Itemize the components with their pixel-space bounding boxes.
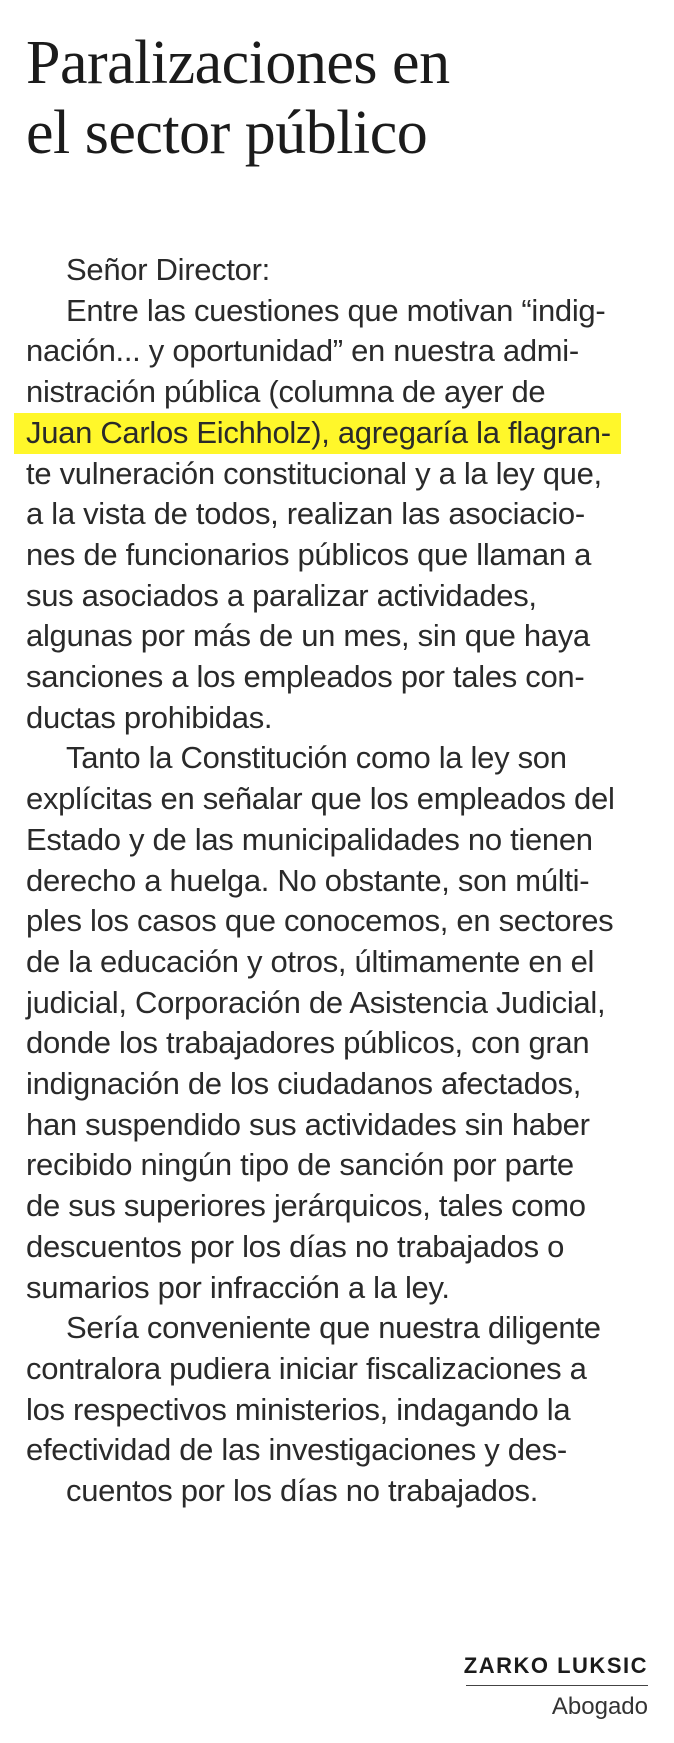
author-role: Abogado <box>551 1693 648 1720</box>
body-line: sanciones a los empleados por tales con- <box>26 659 585 695</box>
body-line: nes de funcionarios públicos que llaman a <box>26 536 592 572</box>
body-line: Estado y de las municipalidades no tienen <box>26 821 593 857</box>
body-line: donde los trabajadores públicos, con gran <box>26 1025 590 1061</box>
title-line: Paralizaciones en <box>26 29 450 97</box>
body-line: ples los casos que conocemos, en sectores <box>26 903 614 939</box>
body-line: han suspendido sus actividades sin haber <box>26 1106 590 1142</box>
signature-divider <box>466 1685 648 1686</box>
body-line: explícitas en señalar que los empleados del <box>26 781 615 817</box>
body-line: contralora pudiera iniciar fiscalizaciones a <box>26 1350 587 1386</box>
body-line: ductas prohibidas. <box>26 699 273 735</box>
body-line: a la vista de todos, realizan las asociacio- <box>26 496 585 532</box>
body-line: indignación de los ciudadanos afectados, <box>26 1066 582 1102</box>
title-line: el sector público <box>26 99 428 167</box>
signature-block <box>464 1653 648 1722</box>
body-line: sus asociados a paralizar actividades, <box>26 577 537 613</box>
body-line: judicial, Corporación de Asistencia Judicial, <box>26 984 606 1020</box>
body-line: recibido ningún tipo de sanción por parte <box>26 1147 574 1183</box>
body-line: sumarios por infracción a la ley. <box>26 1269 450 1305</box>
body-line: descuentos por los días no trabajados o <box>26 1228 565 1264</box>
body-line: de la educación y otros, últimamente en el <box>26 943 595 979</box>
body-line: algunas por más de un mes, sin que haya <box>26 618 590 654</box>
body-line: te vulneración constitucional y a la ley que, <box>26 455 602 491</box>
body-line: Entre las cuestiones que motivan “indig- <box>66 292 606 328</box>
article-title <box>26 28 646 168</box>
body-line: de sus superiores jerárquicos, tales como <box>26 1188 586 1224</box>
body-line: derecho a huelga. No obstante, son múlti- <box>26 862 590 898</box>
body-line: efectividad de las investigaciones y des- <box>26 1432 567 1468</box>
body-line: los respectivos ministerios, indagando la <box>26 1391 571 1427</box>
greeting: Señor Director: <box>66 252 270 287</box>
body-line: cuentos por los días no trabajados. <box>66 1473 539 1509</box>
body-line: Tanto la Constitución como la ley son <box>66 740 567 776</box>
body-line: nistración pública (columna de ayer de <box>26 374 546 410</box>
letter-body <box>26 250 651 1512</box>
body-line: Sería conveniente que nuestra diligente <box>66 1310 601 1346</box>
body-line: nación... y oportunidad” en nuestra admi- <box>26 333 579 369</box>
author-name: ZARKO LUKSIC <box>463 1653 648 1678</box>
highlighted-line: Juan Carlos Eichholz), agregaría la flagran- <box>14 413 621 454</box>
